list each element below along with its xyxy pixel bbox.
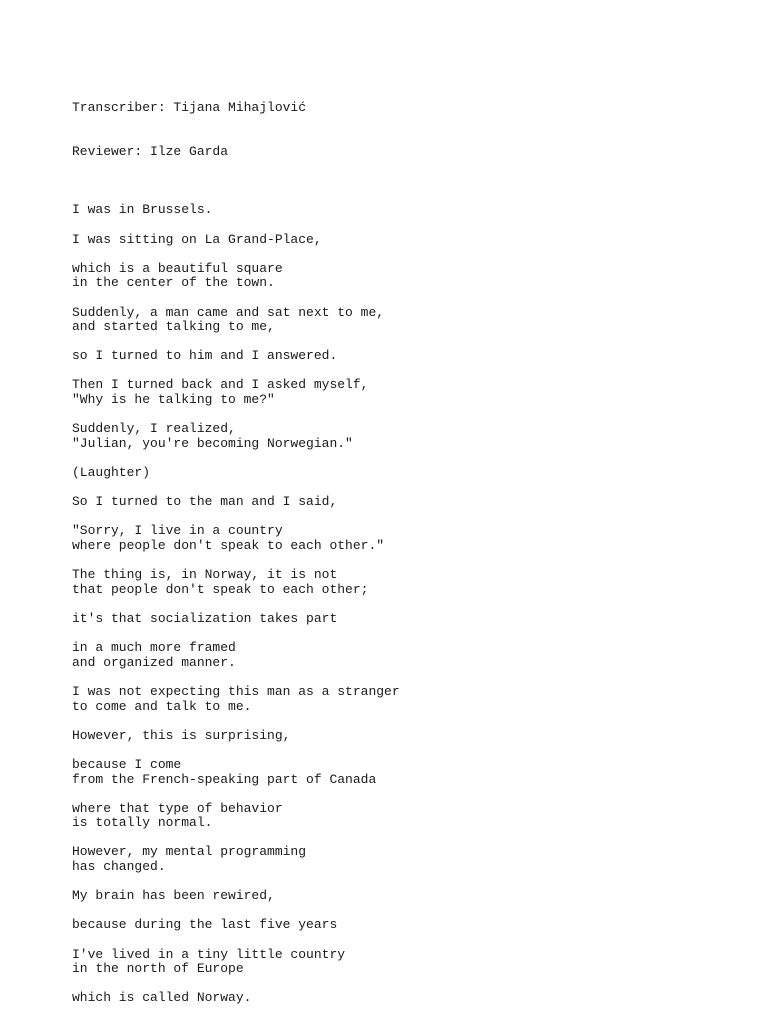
transcript-line: "Sorry, I live in a country bbox=[72, 523, 283, 539]
transcript-line: it's that socialization takes part bbox=[72, 610, 338, 626]
transcript-line: because I come bbox=[72, 756, 182, 772]
transcript-paragraph bbox=[72, 641, 712, 670]
transcript-page bbox=[72, 72, 712, 1021]
transcript-paragraph bbox=[72, 233, 712, 248]
transcript-line: and started talking to me, bbox=[72, 319, 275, 335]
transcript-paragraph bbox=[72, 349, 712, 364]
transcript-paragraph bbox=[72, 729, 712, 744]
transcript-paragraph bbox=[72, 685, 712, 714]
transcript-line: because during the last five years bbox=[72, 917, 338, 933]
transcript-line: "Julian, you're becoming Norwegian." bbox=[72, 435, 353, 451]
transcript-line: My brain has been rewired, bbox=[72, 888, 275, 904]
transcript-paragraph bbox=[72, 568, 712, 597]
transcript-paragraph bbox=[72, 948, 712, 977]
transcript-paragraph bbox=[72, 262, 712, 291]
transcript-line: (Laughter) bbox=[72, 465, 151, 481]
transcript-paragraph bbox=[72, 495, 712, 510]
transcript-line: to come and talk to me. bbox=[72, 698, 252, 714]
transcript-paragraph bbox=[72, 802, 712, 831]
transcript-line: However, my mental programming bbox=[72, 844, 307, 860]
transcript-line: Suddenly, I realized, bbox=[72, 421, 236, 437]
transcript-line: So I turned to the man and I said, bbox=[72, 494, 338, 510]
transcript-line: where that type of behavior bbox=[72, 800, 283, 816]
transcript-line: Suddenly, a man came and sat next to me, bbox=[72, 304, 385, 320]
credits-block bbox=[72, 72, 712, 189]
transcript-paragraph bbox=[72, 918, 712, 933]
transcript-line: where people don't speak to each other." bbox=[72, 538, 385, 553]
transcript-line: However, this is surprising, bbox=[72, 727, 291, 743]
transcript-line: and organized manner. bbox=[72, 654, 236, 670]
transcript-line: that people don't speak to each other; bbox=[72, 581, 369, 597]
transcript-line: so I turned to him and I answered. bbox=[72, 348, 338, 364]
transcript-line: in the north of Europe bbox=[72, 961, 244, 977]
transcript-line: from the French-speaking part of Canada bbox=[72, 771, 377, 787]
transcript-line: "Why is he talking to me?" bbox=[72, 392, 275, 408]
transcript-line: in a much more framed bbox=[72, 640, 236, 656]
transcript-paragraph bbox=[72, 758, 712, 787]
transcript-paragraph bbox=[72, 422, 712, 451]
transcript-line: which is a beautiful square bbox=[72, 260, 283, 276]
transcript-line: The thing is, in Norway, it is not bbox=[72, 567, 338, 583]
transcript-paragraph bbox=[72, 466, 712, 481]
transcript-line: I was sitting on La Grand-Place, bbox=[72, 231, 322, 247]
transcript-paragraph bbox=[72, 524, 712, 553]
transcript-paragraph bbox=[72, 991, 712, 1006]
transcript-line: has changed. bbox=[72, 859, 166, 875]
transcript-body bbox=[72, 203, 712, 1006]
reviewer-credit: Reviewer: Ilze Garda bbox=[72, 143, 229, 159]
transcript-paragraph bbox=[72, 378, 712, 407]
transcript-paragraph bbox=[72, 306, 712, 335]
transcript-line: I was not expecting this man as a stranger bbox=[72, 683, 400, 699]
transcript-line: I was in Brussels. bbox=[72, 202, 213, 218]
transcript-paragraph bbox=[72, 203, 712, 218]
transcript-line: which is called Norway. bbox=[72, 990, 252, 1006]
transcript-paragraph bbox=[72, 889, 712, 904]
transcript-paragraph bbox=[72, 845, 712, 874]
transcriber-credit: Transcriber: Tijana Mihajlović bbox=[72, 100, 307, 116]
transcript-line: is totally normal. bbox=[72, 815, 213, 831]
transcript-line: Then I turned back and I asked myself, bbox=[72, 377, 369, 393]
transcript-line: in the center of the town. bbox=[72, 275, 275, 291]
transcript-paragraph bbox=[72, 612, 712, 627]
transcript-line: I've lived in a tiny little country bbox=[72, 946, 346, 962]
